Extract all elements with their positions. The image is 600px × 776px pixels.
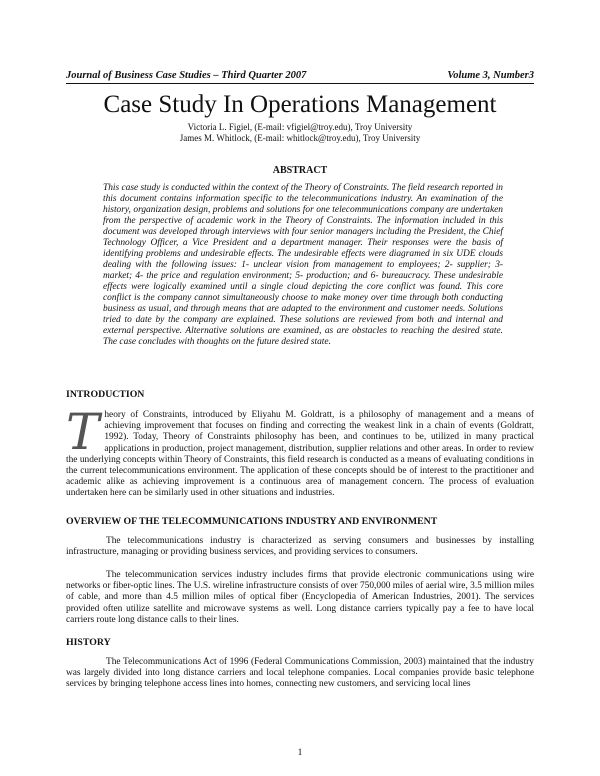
history-paragraph: The Telecommunications Act of 1996 (Federal Communications Commission, 2003) maintained that the industry was largely divided into long distance carriers and local telephone companies. Local companies provide basic telephone services by bringing telephone access lines into homes, connecting new customers, and servicing local lines — [66, 657, 534, 690]
paper-title: Case Study In Operations Management — [103, 91, 497, 118]
author-list — [0, 122, 600, 144]
section-heading-history: HISTORY — [66, 637, 111, 648]
section-heading-introduction: INTRODUCTION — [66, 389, 145, 400]
running-header — [66, 70, 534, 84]
abstract-text: This case study is conducted within the context of the Theory of Constraints. The field research reported in this document contains information specific to the telecommunications industry. An examination of the history, organization design, problems and solutions for one telecommunications company are undertaken from the perspective of academic work in the Theory of Constraints. The information included in this document was developed through interviews with four senior managers including the President, the Chief Technology Officer, a Vice President and a department manager. Their responses were the basis of identifying problems and undesirable effects. The undesirable effects were diagramed in six UDE clouds dealing with the following issues: 1- unclear vision from management to employees; 2- supplier; 3- market; 4- the price and regulation environment; 5- production; and 6- bureaucracy. These undesirable effects were logically examined until a single cloud depicting the core conflict was found. This core conflict is the company cannot simultaneously choose to make money over time through both conducting business as usual, and through means that are adapted to the environment and customer needs. Solutions tried to date by the company are explained. These solutions are reviewed from both and internal and external perspective. Alternative solutions are examined, as are obstacles to reaching the desired state. The case concludes with thoughts on the future desired state. — [103, 183, 503, 347]
introduction-paragraph — [66, 403, 534, 500]
overview-paragraph: The telecommunication services industry includes firms that provide electronic communications using wire networks or fiber-optic lines. The U.S. wireline infrastructure consists of over 750,000 miles of aerial wire, 3.5 million miles of cable, and more than 4.5 million miles of optical fiber (Encyclopedia of American Industries, 2001). The services provided often utilize satellite and microwave systems as well. Long distance carriers typically pay a fee to have local carriers route long distance calls to their lines. — [66, 570, 534, 625]
author-line: Victoria L. Figiel, (E-mail: vfigiel@troy.edu), Troy University — [187, 122, 413, 132]
drop-cap-letter: T — [66, 403, 100, 461]
page-number: 1 — [297, 748, 303, 758]
volume-number: Volume 3, Number3 — [447, 70, 534, 81]
journal-name: Journal of Business Case Studies – Third Quarter 2007 — [66, 70, 307, 81]
section-heading-overview: OVERVIEW OF THE TELECOMMUNICATIONS INDUSTRY AND ENVIRONMENT — [66, 516, 438, 527]
author-line: James M. Whitlock, (E-mail: whitlock@troy.edu), Troy University — [179, 133, 421, 143]
overview-paragraph: The telecommunications industry is characterized as serving consumers and businesses by installing infrastructure, managing or providing business services, and providing services to consumers. — [66, 536, 534, 558]
abstract-heading: ABSTRACT — [272, 165, 328, 176]
introduction-text: heory of Constraints, introduced by Eliyahu M. Goldratt, is a philosophy of management and a means of achieving improvement that focuses on finding and correcting the weakest link in a chain of events (Goldratt, 1992). Today, Theory of Constraints philosophy has been, and continues to be, utilized in many practical applications in production, project management, distribution, supplier relations and other areas. In order to review the underlying concepts within Theory of Constraints, this field research is conducted as a means of evaluating conditions in the current telecommunications environment. The application of these concepts should be of interest to the practitioner and academic alike as achieving improvement is a continuous area of management concern. The process of evaluation undertaken here can be similarly used in other situations and industries. — [66, 410, 534, 499]
